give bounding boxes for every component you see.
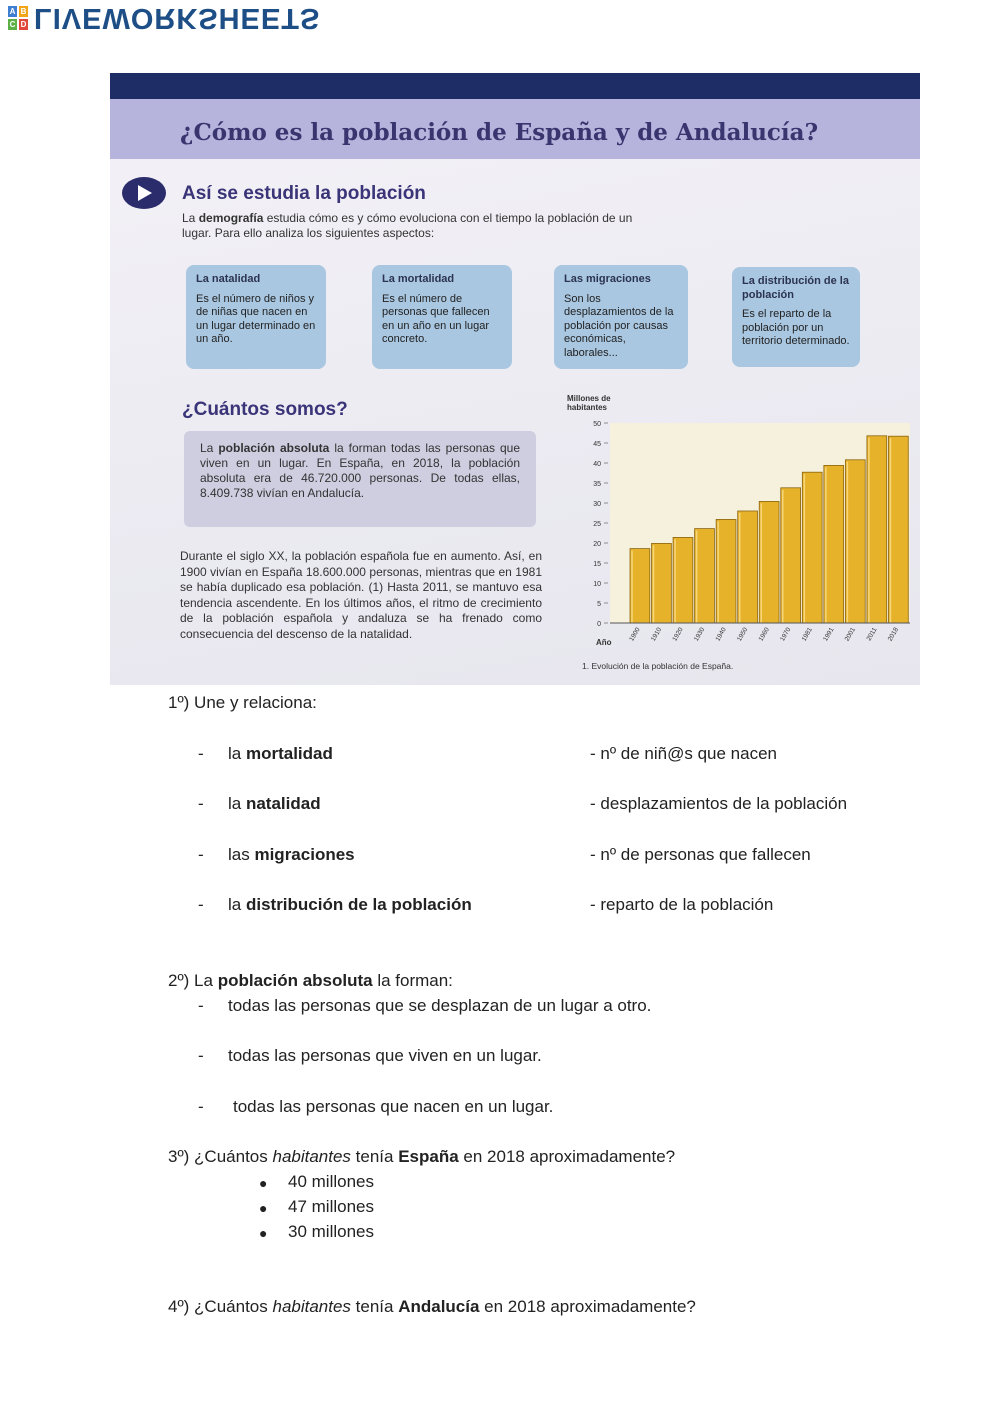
dash: - bbox=[198, 845, 204, 864]
q3-pre: 3º) ¿Cuántos bbox=[168, 1147, 273, 1166]
q1-left-bold: distribución de la población bbox=[245, 895, 472, 914]
q2-option[interactable]: todas las personas que se desplazan de un lugar a otro. bbox=[228, 996, 652, 1015]
population-definition-box bbox=[184, 431, 536, 527]
q2-bold: población absoluta bbox=[217, 971, 373, 990]
q1-right-item[interactable]: - reparto de la población bbox=[590, 895, 774, 914]
q1-title: 1º) Une y relaciona: bbox=[168, 693, 317, 712]
q2-post: la forman: bbox=[372, 971, 453, 990]
x-tick-label: 2011 bbox=[865, 626, 879, 643]
q4-title bbox=[168, 1297, 696, 1317]
y-axis-label: habitantes bbox=[567, 403, 608, 412]
q1-left-item[interactable] bbox=[228, 845, 355, 865]
q4-italic: habitantes bbox=[272, 1297, 351, 1316]
dash: - bbox=[198, 794, 204, 813]
bar bbox=[652, 543, 672, 623]
x-tick-label: 2001 bbox=[843, 626, 858, 643]
x-axis-label: Año bbox=[596, 638, 612, 647]
x-tick-label: 1981 bbox=[800, 626, 814, 643]
intro-text-a: La bbox=[182, 211, 199, 225]
y-tick-label: 25 bbox=[593, 521, 601, 528]
dash: - bbox=[198, 744, 204, 763]
pop-text-a: La bbox=[200, 441, 219, 455]
bar bbox=[716, 519, 736, 623]
section-heading-cuantos: ¿Cuántos somos? bbox=[182, 399, 348, 420]
y-tick-label: 35 bbox=[593, 481, 601, 488]
textbook-title: ¿Cómo es la población de España y de Andalucía? bbox=[180, 119, 819, 146]
q3-title bbox=[168, 1147, 675, 1167]
q3-italic: habitantes bbox=[272, 1147, 351, 1166]
history-paragraph: Durante el siglo XX, la población española fue en aumento. Así, en 1900 vivían en España 18.600.000 personas, mientras que en 1981 se había duplicado esa población. (1) Hasta 2011, se mantuvo esa tendencia ascendente. En los últimos años, el ritmo de crecimiento de la población española y andaluza se ha frenado como consecuencia del descenso de la natalidad. bbox=[180, 549, 542, 641]
bar bbox=[673, 537, 693, 623]
q1-left-pre: la bbox=[228, 794, 246, 813]
q1-left-pre: las bbox=[228, 845, 255, 864]
y-tick-label: 10 bbox=[593, 581, 601, 588]
y-tick-label: 5 bbox=[597, 601, 601, 608]
box-text: Es el número de personas que fallecen en un año en un lugar concreto. bbox=[382, 292, 490, 345]
liveworksheets-logo bbox=[8, 4, 320, 32]
intro-text bbox=[182, 211, 652, 241]
q2-option[interactable]: todas las personas que viven en un lugar. bbox=[228, 1046, 542, 1065]
box-title: La mortalidad bbox=[382, 273, 455, 285]
q2-option[interactable]: todas las personas que nacen en un lugar. bbox=[233, 1097, 554, 1116]
x-tick-label: 1920 bbox=[671, 626, 685, 643]
section-heading-study: Así se estudia la población bbox=[182, 183, 426, 204]
box-natalidad bbox=[186, 265, 326, 369]
x-tick-label: 1900 bbox=[628, 626, 642, 643]
textbook-photo bbox=[110, 73, 920, 685]
q1-right-item[interactable]: - desplazamientos de la población bbox=[590, 794, 848, 813]
bar bbox=[824, 465, 844, 623]
photo-top-bar bbox=[110, 73, 920, 99]
bar bbox=[802, 472, 822, 623]
bullet-icon: ● bbox=[259, 1225, 268, 1241]
box-distribucion bbox=[732, 267, 860, 367]
x-tick-label: 1950 bbox=[736, 626, 750, 643]
dash: - bbox=[198, 1046, 204, 1065]
q1-left-item[interactable] bbox=[228, 744, 333, 764]
q3-option[interactable]: 30 millones bbox=[288, 1222, 374, 1241]
box-title: La distribución de la población bbox=[742, 275, 849, 301]
q2-title bbox=[168, 971, 453, 991]
box-text: Es el reparto de la población por un territorio determinado. bbox=[742, 308, 850, 347]
logo-blocks-icon: A B C D bbox=[9, 7, 27, 29]
q3-post: en 2018 aproximadamente? bbox=[458, 1147, 676, 1166]
bar bbox=[888, 436, 908, 623]
bar bbox=[867, 436, 887, 623]
y-tick-label: 20 bbox=[593, 541, 601, 548]
dash: - bbox=[198, 895, 204, 914]
x-tick-label: 1930 bbox=[692, 626, 707, 643]
y-tick-label: 45 bbox=[593, 441, 601, 448]
q1-left-item[interactable] bbox=[228, 895, 472, 915]
pop-bold: población absoluta bbox=[218, 441, 330, 455]
q1-left-bold: mortalidad bbox=[245, 744, 333, 763]
q1-left-pre: la bbox=[228, 895, 246, 914]
pop-text-b: la forman todas las personas que viven en un lugar. En España, en 2018, la población absoluta era de 46.720.000 personas. De todas ellas, 8.409.738 vivían en Andalucía. bbox=[200, 441, 521, 500]
bar bbox=[781, 488, 801, 623]
bullet-icon: ● bbox=[259, 1175, 268, 1191]
box-text: Es el número de niños y de niñas que nacen en un lugar determinado en un año. bbox=[196, 292, 316, 345]
q1-left-item[interactable] bbox=[228, 794, 321, 814]
box-text: Son los desplazamientos de la población por causas económicas, laborales... bbox=[564, 292, 674, 359]
x-tick-label: 1960 bbox=[757, 626, 771, 643]
population-bar-chart bbox=[565, 391, 915, 681]
intro-text-b: estudia cómo es y cómo evoluciona con el tiempo la población de un lugar. Para ello analiza los siguientes aspectos: bbox=[182, 211, 633, 240]
box-migraciones bbox=[554, 265, 688, 369]
dash: - bbox=[198, 996, 204, 1015]
q1-right-item[interactable]: - nº de niñ@s que nacen bbox=[590, 744, 777, 763]
q3-mid: tenía bbox=[350, 1147, 399, 1166]
bar bbox=[759, 501, 779, 623]
play-arrow-icon bbox=[122, 177, 166, 209]
box-mortalidad bbox=[372, 265, 512, 369]
box-title: Las migraciones bbox=[564, 273, 651, 285]
q4-bold: Andalucía bbox=[398, 1297, 480, 1316]
q3-option[interactable]: 47 millones bbox=[288, 1197, 374, 1216]
q1-left-pre: la bbox=[228, 744, 246, 763]
bullet-icon: ● bbox=[259, 1200, 268, 1216]
q3-bold: España bbox=[398, 1147, 459, 1166]
x-tick-label: 1970 bbox=[779, 626, 793, 643]
q4-pre: 4º) ¿Cuántos bbox=[168, 1297, 273, 1316]
y-axis-label: Millones de bbox=[567, 394, 611, 403]
x-tick-label: 2018 bbox=[886, 626, 901, 643]
y-tick-label: 15 bbox=[593, 561, 601, 568]
x-tick-label: 1991 bbox=[822, 626, 836, 643]
dash: - bbox=[198, 1097, 204, 1116]
logo-text: LIVEWORKSHEETS bbox=[34, 2, 321, 34]
y-tick-label: 50 bbox=[593, 421, 601, 428]
x-tick-label: 1910 bbox=[649, 626, 664, 643]
q3-option[interactable]: 40 millones bbox=[288, 1172, 374, 1191]
bar bbox=[630, 549, 650, 623]
q1-left-bold: natalidad bbox=[245, 794, 321, 813]
intro-bold: demografía bbox=[198, 211, 264, 225]
box-title: La natalidad bbox=[196, 273, 261, 285]
chart-caption: 1. Evolución de la población de España. bbox=[582, 661, 734, 671]
q1-left-bold: migraciones bbox=[254, 845, 355, 864]
q4-mid: tenía bbox=[350, 1297, 399, 1316]
y-tick-label: 0 bbox=[597, 621, 601, 628]
q1-right-item[interactable]: - nº de personas que fallecen bbox=[590, 845, 811, 864]
q2-pre: 2º) La bbox=[168, 971, 218, 990]
q4-post: en 2018 aproximadamente? bbox=[479, 1297, 696, 1316]
y-tick-label: 40 bbox=[593, 461, 601, 468]
y-tick-label: 30 bbox=[593, 501, 601, 508]
bar bbox=[738, 511, 758, 623]
bar bbox=[845, 460, 865, 623]
bar bbox=[695, 529, 715, 623]
x-tick-label: 1940 bbox=[714, 626, 728, 643]
